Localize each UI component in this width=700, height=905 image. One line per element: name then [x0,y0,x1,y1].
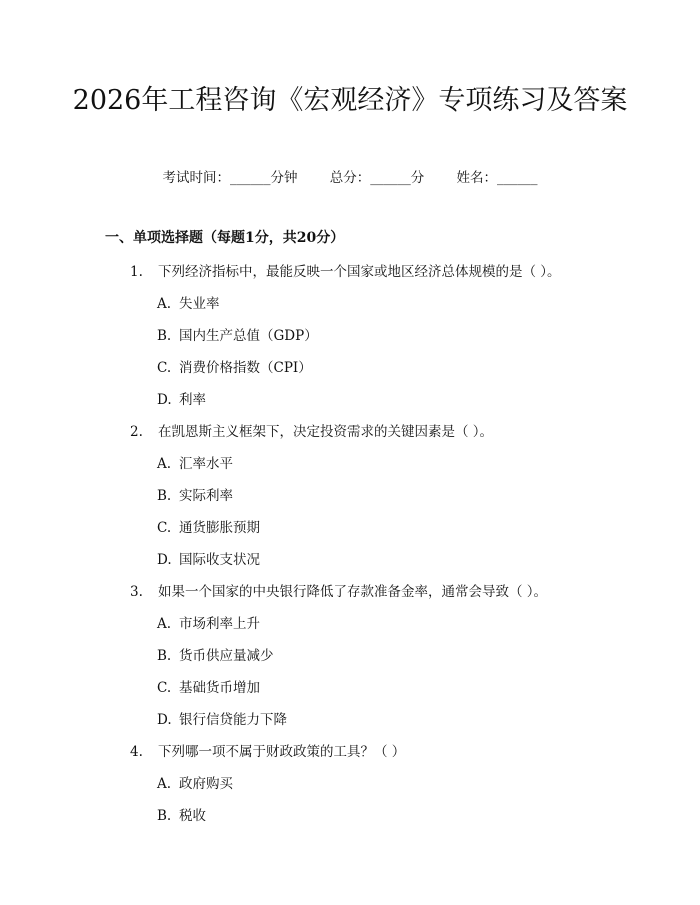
option-letter: A. [157,616,172,632]
option-text: 货币供应量减少 [179,648,274,664]
option-text: 政府购买 [179,776,233,792]
option-3d [157,710,287,730]
option-letter: A. [157,776,172,792]
total-score-field: 总分：______分 [329,170,425,186]
question-text: 如果一个国家的中央银行降低了存款准备金率，通常会导致（ ）。 [158,584,548,600]
option-text: 市场利率上升 [179,616,260,632]
option-2a [157,454,233,474]
question-text: 下列经济指标中，最能反映一个国家或地区经济总体规模的是（ ）。 [158,264,561,280]
option-letter: D. [157,392,172,408]
question-3 [130,582,547,602]
question-number: 2. [130,424,143,440]
option-1a [157,294,220,314]
question-number: 1. [130,264,143,280]
question-4 [130,742,405,762]
option-letter: C. [157,520,172,536]
section-heading: 一、单项选择题（每题1分，共20分） [105,230,345,246]
option-text: 国际收支状况 [179,552,260,568]
question-2 [130,422,493,442]
question-text: 在凯恩斯主义框架下，决定投资需求的关键因素是（ ）。 [158,424,494,440]
option-text: 银行信贷能力下降 [179,712,287,728]
option-text: 汇率水平 [179,456,233,472]
option-1b [157,326,318,346]
exam-time-field: 考试时间：______分钟 [162,170,298,186]
option-letter: C. [157,360,172,376]
option-letter: A. [157,456,172,472]
option-text: 失业率 [179,296,220,312]
option-text: 基础货币增加 [179,680,260,696]
option-letter: D. [157,712,172,728]
option-4a [157,774,233,794]
option-text: 通货膨胀预期 [179,520,260,536]
document-title: 2026年工程咨询《宏观经济》专项练习及答案 [72,85,628,116]
name-field: 姓名：______ [456,170,538,186]
option-letter: A. [157,296,172,312]
option-letter: B. [157,808,172,824]
option-letter: B. [157,328,172,344]
option-text: 实际利率 [179,488,233,504]
option-4b [157,806,206,826]
option-letter: D. [157,552,172,568]
question-text: 下列哪一项不属于财政政策的工具？（ ） [158,744,406,760]
option-text: 税收 [179,808,206,824]
option-1c [157,358,312,378]
question-number: 4. [130,744,143,760]
option-3b [157,646,274,666]
option-letter: B. [157,648,172,664]
option-3a [157,614,260,634]
option-text: 国内生产总值（GDP） [179,328,318,344]
question-1 [130,262,561,282]
option-2b [157,486,233,506]
option-1d [157,390,206,410]
option-2c [157,518,260,538]
question-number: 3. [130,584,143,600]
option-2d [157,550,260,570]
option-letter: C. [157,680,172,696]
option-text: 消费价格指数（CPI） [179,360,312,376]
option-letter: B. [157,488,172,504]
option-text: 利率 [179,392,206,408]
exam-meta [0,168,700,188]
option-3c [157,678,260,698]
